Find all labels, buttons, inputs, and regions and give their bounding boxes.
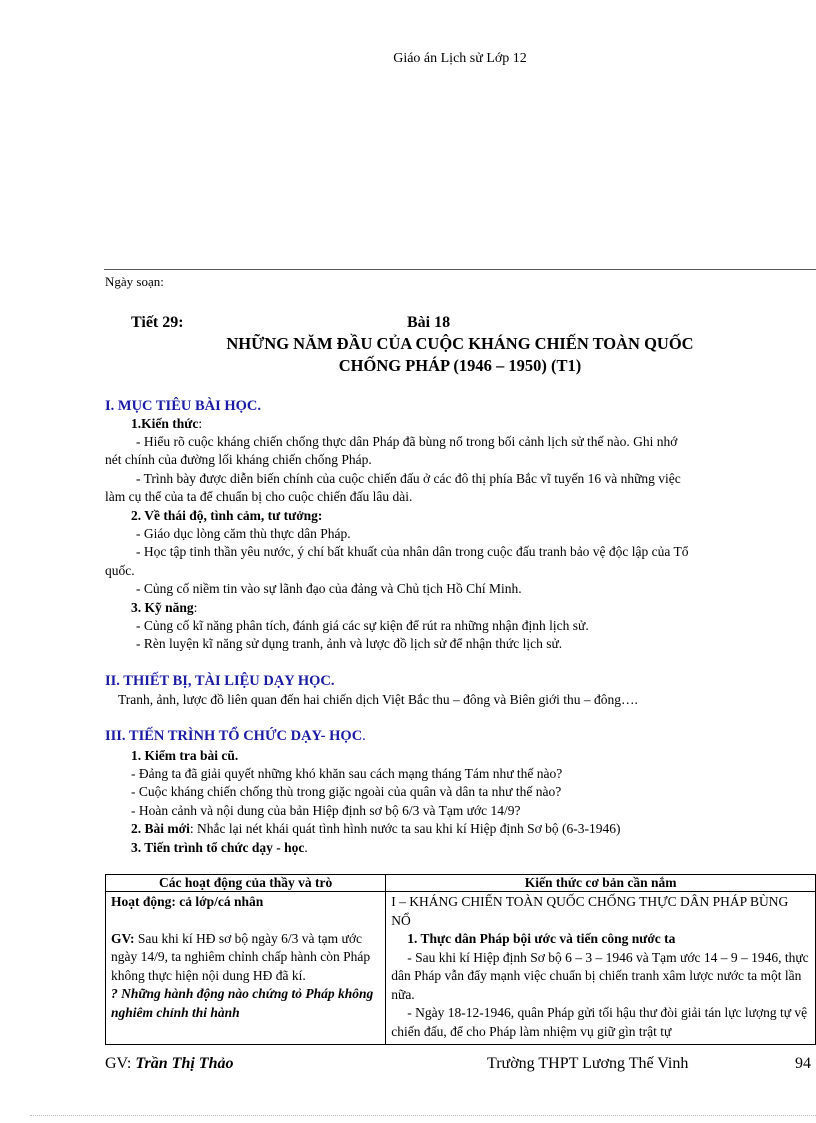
thai-do-2b: quốc. (105, 563, 135, 578)
table-cell-activities (106, 892, 386, 1045)
section-3-heading-text: III. TIẾN TRÌNH TỔ CHỨC DẠY- HỌC (105, 728, 363, 744)
kien-thuc-label: 1.Kiến thức (131, 416, 199, 431)
tien-trinh-dot: . (304, 840, 308, 855)
footer-teacher-label: GV: (105, 1055, 136, 1072)
lesson-table (105, 874, 816, 1045)
knowledge-heading: I – KHÁNG CHIẾN TOÀN QUỐC CHỐNG THỰC DÂN PHÁP BÙNG NỔ (391, 894, 789, 928)
lesson-period: Tiết 29: (131, 314, 184, 331)
tien-trinh-label: 3. Tiến trình tổ chức dạy - học (131, 840, 305, 855)
ngay-soan-label: Ngày soạn: (105, 274, 164, 289)
teacher-note-label: GV: (111, 930, 135, 946)
bai-moi-label: 2. Bài mới (131, 821, 190, 836)
footer-page-number: 94 (795, 1055, 811, 1072)
thai-do-3: - Củng cố niềm tin vào sự lãnh đạo của đảng và Chủ tịch Hồ Chí Minh. (136, 581, 522, 596)
kien-thuc-heading (131, 416, 202, 432)
tien-trinh-line (131, 840, 308, 856)
ky-nang-2: - Rèn luyện kĩ năng sử dụng tranh, ảnh và lược đồ lịch sử để nhận thức lịch sử. (136, 636, 563, 651)
ky-nang-label: 3. Kỹ năng (131, 600, 194, 615)
kien-thuc-1a: - Hiểu rõ cuộc kháng chiến chống thực dân Pháp đã bùng nổ trong bối cảnh lịch sử thế nào. Ghi nhớ (136, 434, 678, 449)
section-2-heading: II. THIẾT BỊ, TÀI LIỆU DẠY HỌC. (105, 673, 335, 689)
ky-nang-1: - Củng cố kĩ năng phân tích, đánh giá các sự kiện để rút ra những nhận định lịch sử. (136, 618, 589, 633)
kien-thuc-1b: nét chính của đường lối kháng chiến chống Pháp. (105, 452, 372, 467)
kien-thuc-2a: - Trình bày được diễn biến chính của cuộc chiến đấu ở các đô thị phía Bắc vĩ tuyến 16 và những việc (136, 471, 681, 486)
bottom-dotted-rule (30, 1115, 816, 1116)
table-header-row (106, 875, 816, 892)
kien-thuc-colon: : (198, 416, 203, 431)
activity-label: Hoạt động: cả lớp/cá nhân (111, 894, 264, 909)
table-cell-knowledge (386, 892, 816, 1045)
header-divider (104, 269, 816, 270)
kiem-tra-heading: 1. Kiểm tra bài cũ. (131, 748, 239, 763)
kiem-tra-q1: - Đảng ta đã giải quyết những khó khăn sau cách mạng tháng Tám như thế nào? (131, 766, 563, 781)
knowledge-paragraph-2: - Ngày 18-12-1946, quân Pháp gửi tối hậu thư đòi giải tán lực lượng tự vệ chiến đấu, để cho Pháp làm nhiệm vụ giữ gìn trật tự (391, 1005, 808, 1039)
lesson-title-line1: NHỮNG NĂM ĐẦU CỦA CUỘC KHÁNG CHIẾN TOÀN QUỐC (226, 334, 694, 353)
lesson-number: Bài 18 (407, 314, 451, 331)
kien-thuc-2b: làm cụ thể của ta để chuẩn bị cho cuộc chiến đấu lâu dài. (105, 489, 413, 504)
knowledge-subheading: 1. Thực dân Pháp bội ước và tiến công nước ta (407, 931, 676, 946)
thai-do-1: - Giáo dục lòng căm thù thực dân Pháp. (136, 526, 351, 541)
table-header-activities: Các hoạt động của thầy và trò (106, 875, 386, 892)
ky-nang-colon: : (193, 600, 198, 615)
kiem-tra-q3: - Hoàn cảnh và nội dung của bản Hiệp định sơ bộ 6/3 và Tạm ước 14/9? (131, 803, 521, 818)
teacher-note-text: Sau khi kí HĐ sơ bộ ngày 6/3 và tạm ước ngày 14/9, ta nghiêm chỉnh chấp hành còn Pháp không thực hiện nội dung HĐ đã kí. (111, 930, 371, 983)
knowledge-paragraph-1: - Sau khi kí Hiệp định Sơ bộ 6 – 3 – 1946 và Tạm ước 14 – 9 – 1946, thực dân Pháp vẫn đẩy mạnh việc chuẩn bị chiến tranh xâm lược nước ta một lần nữa. (391, 949, 809, 1002)
footer-school: Trường THPT Lương Thế Vinh (487, 1055, 689, 1072)
bai-moi-text: : Nhắc lại nét khái quát tình hình nước ta sau khi kí Hiệp định Sơ bộ (6-3-1946) (189, 821, 621, 836)
teacher-question: ? Những hành động nào chứng tỏ Pháp không nghiêm chỉnh thi hành (111, 986, 374, 1020)
table-row (106, 892, 816, 1045)
section-3-heading-dot: . (362, 728, 366, 744)
thai-do-heading: 2. Về thái độ, tình cảm, tư tưởng: (131, 508, 323, 523)
section-2-text: Tranh, ảnh, lược đồ liên quan đến hai chiến dịch Việt Bắc thu – đông và Biên giới thu – đông…. (118, 692, 638, 707)
kiem-tra-q2: - Cuộc kháng chiến chống thù trong giặc ngoài của quân và dân ta như thế nào? (131, 784, 562, 799)
lesson-title-line2: CHỐNG PHÁP (1946 – 1950) (T1) (338, 356, 582, 375)
section-3-heading (105, 728, 366, 745)
ky-nang-heading (131, 600, 197, 616)
footer-teacher (105, 1055, 233, 1073)
section-1-heading: I. MỤC TIÊU BÀI HỌC. (105, 398, 262, 414)
page-header: Giáo án Lịch sử Lớp 12 (393, 51, 527, 66)
table-header-knowledge: Kiến thức cơ bản cần nắm (386, 875, 816, 892)
teacher-note (111, 930, 380, 986)
bai-moi-line (131, 821, 621, 837)
thai-do-2a: - Học tập tinh thần yêu nước, ý chí bất khuất của nhân dân trong cuộc đấu tranh bảo vệ độc lập của Tổ (136, 544, 689, 559)
footer-teacher-name: Trần Thị Thảo (135, 1055, 234, 1072)
